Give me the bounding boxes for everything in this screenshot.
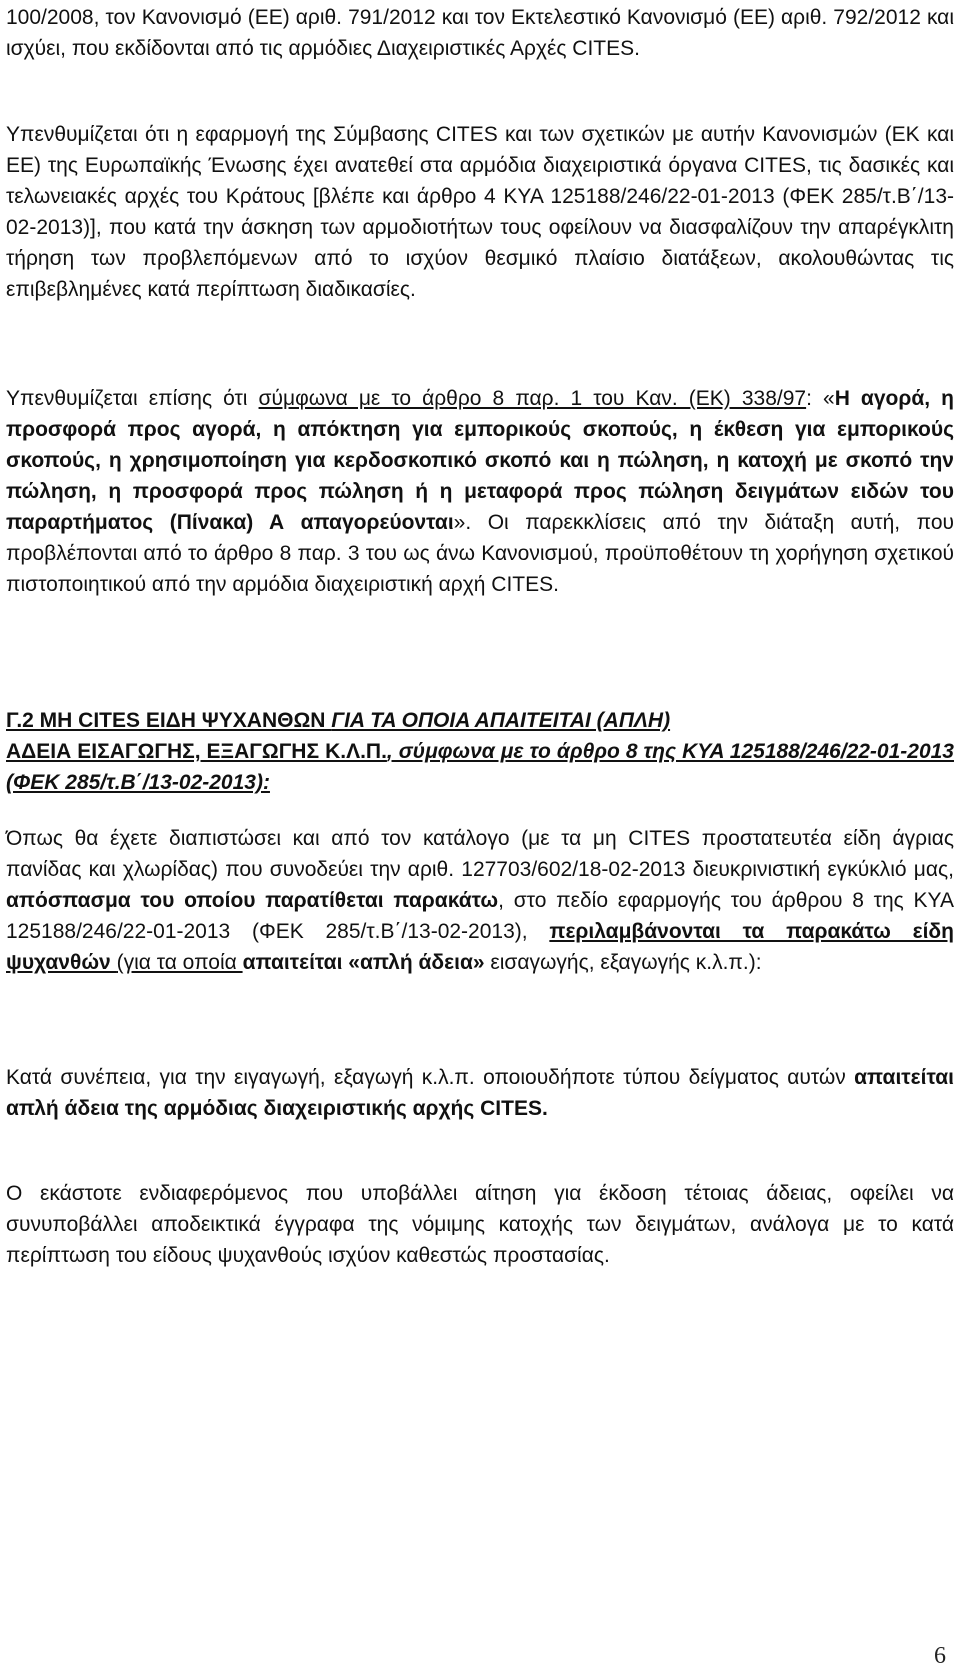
paragraph-regulations: 100/2008, τον Κανονισμό (ΕΕ) αριθ. 791/2012 και τον Εκτελεστικό Κανονισμό (ΕΕ) αριθ. 792/2012 και ισχύει, που εκδίδονται από τις αρμόδιες Διαχειριστικές Αρχές CITES. xyxy=(6,6,954,60)
paragraph-non-cites-end: εισαγωγής, εξαγωγής κ.λ.π.): xyxy=(484,951,762,974)
paragraph-consequence xyxy=(6,1062,954,1124)
included-species-note: περιλαμβάνονται τα παρακάτω είδη ψυχανθών xyxy=(6,920,954,974)
quote-open: : « xyxy=(806,387,835,410)
section-heading-italic: ΓΙΑ ΤΑ ΟΠΟΙΑ ΑΠΑΙΤΕΙΤΑΙ (ΑΠΛΗ) xyxy=(331,709,671,732)
paragraph-article-8 xyxy=(6,383,954,600)
extract-note: απόσπασμα του οποίου παρατίθεται παρακάτω xyxy=(6,889,499,912)
parenthesis-open: (για τα οποία xyxy=(116,951,243,974)
page-number: 6 xyxy=(934,1643,946,1669)
permit-required-note: απαιτείται απλή άδεια της αρμόδιας διαχειριστικής αρχής CITES. xyxy=(6,1066,954,1120)
paragraph-non-cites-intro: Όπως θα έχετε διαπιστώσει και από τον κατάλογο (με τα μη CITES προστατευτέα είδη άγριας πανίδας και χλωρίδας) που συνοδεύει την αριθ. 127703/602/18-02-2013 διευκρινιστική εγκύκλιό μας, xyxy=(6,827,954,881)
document-page xyxy=(6,0,960,1678)
paragraph-consequence-intro: Κατά συνέπεια, για την ειγαγωγή, εξαγωγή κ.λ.π. οποιουδήποτε τύπου δείγματος αυτών xyxy=(6,1066,855,1089)
simple-permit-note: απαιτείται «απλή άδεια» xyxy=(242,951,485,974)
paragraph-non-cites-list xyxy=(6,823,954,978)
section-heading-title: Γ.2 ΜΗ CITES ΕΙΔΗ ΨΥΧΑΝΘΩΝ xyxy=(6,709,332,732)
section-heading-g2 xyxy=(6,705,954,798)
paragraph-article-8-intro: Υπενθυμίζεται επίσης ότι xyxy=(6,387,259,410)
article-8-reference: σύμφωνα με το άρθρο 8 παρ. 1 του Καν. (ΕΚ) 338/97 xyxy=(258,387,807,410)
paragraph-applicant: Ο εκάστοτε ενδιαφερόμενος που υποβάλλει αίτηση για έκδοση τέτοιας άδειας, οφείλει να συνυποβάλλει αποδεικτικά έγγραφα της νόμιμης κατοχής των δειγμάτων, ανάλογα με το κατά περίπτωση του είδους ψυχανθούς ισχύον καθεστώς προστασίας. xyxy=(6,1182,954,1267)
paragraph-cites-application: Υπενθυμίζεται ότι η εφαρμογή της Σύμβασης CITES και των σχετικών με αυτήν Κανονισμών (ΕΚ και ΕΕ) της Ευρωπαϊκής Ένωσης έχει ανατεθεί στα αρμόδια διαχειριστικά όργανα CITES, τις δασικές και τελωνειακές αρχές του Κράτους [βλέπε και άρθρο 4 ΚΥΑ 125188/246/22-01-2013 (ΦΕΚ 285/τ.Β΄/13-02-2013)], που κατά την άσκηση των αρμοδιοτήτων τους οφείλουν να διασφαλίζουν την απαρέγκλιτη τήρηση των προβλεπόμενων από το ισχύον θεσμικό πλαίσιο διατάξεων, ακολουθώντας τις επιβεβλημένες κατά περίπτωση διαδικασίες. xyxy=(6,123,954,301)
section-heading-kya: , σύμφωνα με το άρθρο 8 της ΚΥΑ 125188/246/22-01-2013 (ΦΕΚ 285/τ.Β΄/13-02-2013): xyxy=(6,740,954,794)
paragraph-article-8-rest: ». Οι παρεκκλίσεις από την διάταξη αυτή, που προβλέπονται από το άρθρο 8 παρ. 3 του ως άνω Κανονισμού, προϋποθέτουν τη χορήγηση σχετικού πιστοποιητικού από την αρμόδια διαχειριστική αρχή CITES. xyxy=(6,511,954,596)
section-heading-permit: ΑΔΕΙΑ ΕΙΣΑΓΩΓΗΣ, ΕΞΑΓΩΓΗΣ Κ.Λ.Π. xyxy=(6,740,387,763)
paragraph-non-cites-scope: , στο πεδίο εφαρμογής του άρθρου 8 της ΚΥΑ 125188/246/22-01-2013 (ΦΕΚ 285/τ.Β΄/13-02-2013), xyxy=(6,889,955,943)
prohibition-quote: Η αγορά, η προσφορά προς αγορά, η απόκτηση για εμπορικούς σκοπούς, η έκθεση για εμπορικούς σκοπούς, η χρησιμοποίηση για κερδοσκοπικό σκοπό και η πώληση, η κατοχή με σκοπό την πώληση, η προσφορά προς πώληση ή η μεταφορά προς πώληση δειγμάτων ειδών του παραρτήματος (Πίνακα) Α απαγορεύονται xyxy=(6,387,954,534)
